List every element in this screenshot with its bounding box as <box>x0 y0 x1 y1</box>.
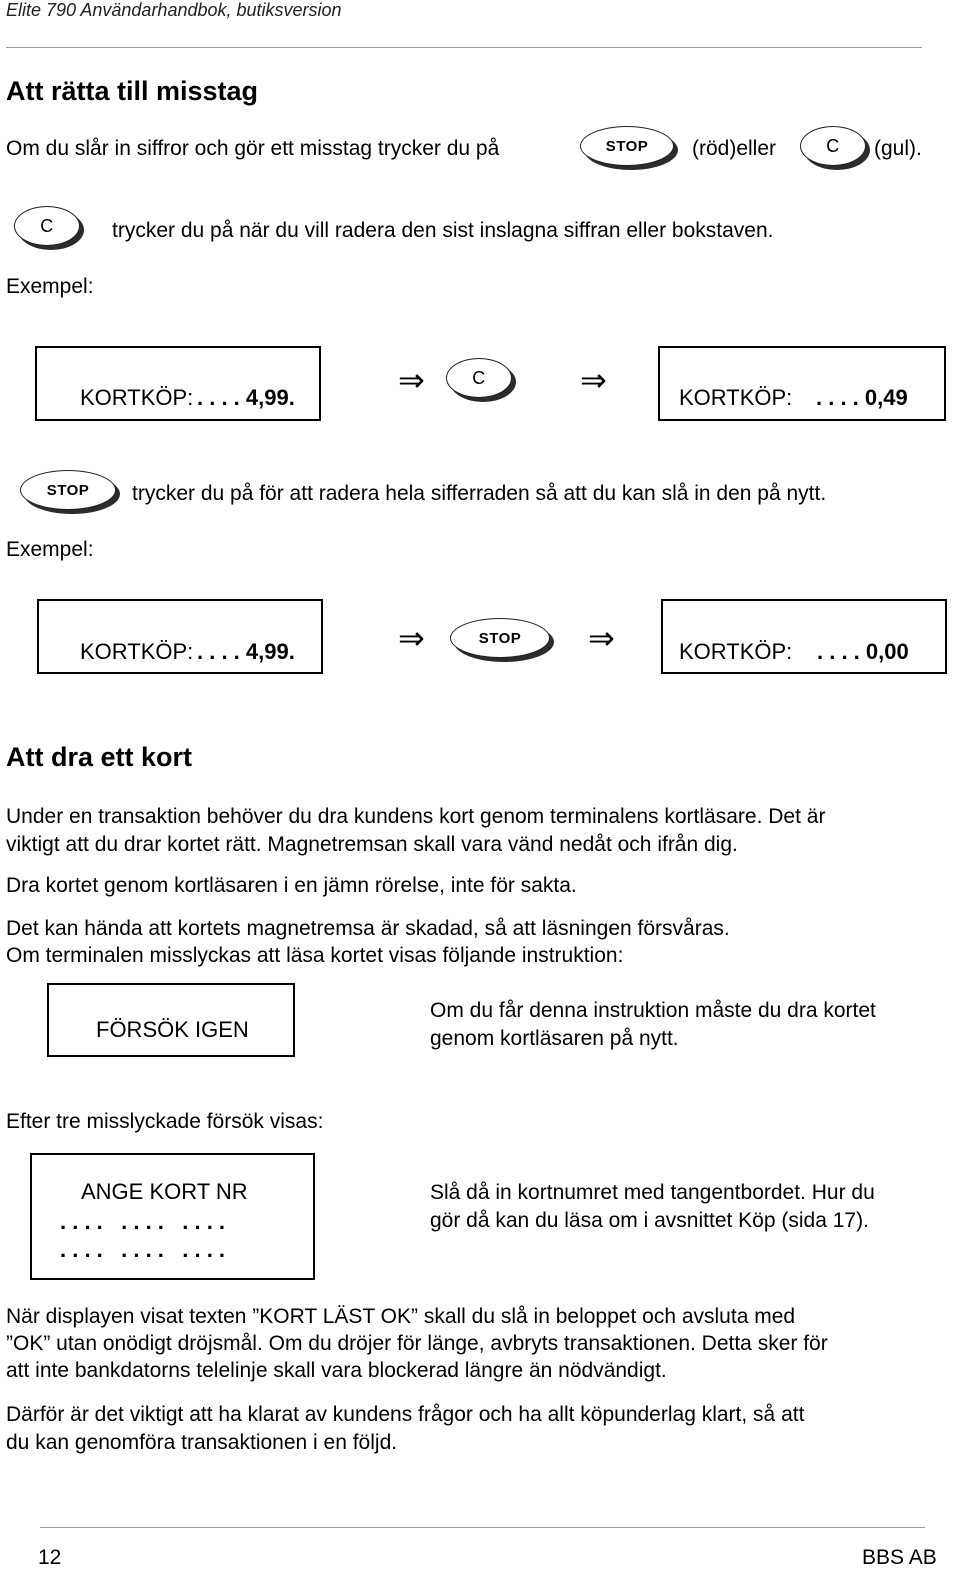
arrow-icon: ⇒ <box>588 620 615 656</box>
footer-company: BBS AB <box>862 1546 937 1569</box>
retry-note-line: genom kortläsaren på nytt. <box>430 1027 679 1050</box>
section-heading-card-swipe: Att dra ett kort <box>6 742 193 772</box>
retry-display-text: FÖRSÖK IGEN <box>96 1017 249 1042</box>
paragraph-line: att inte bankdatorns telelinje skall vara blockerad längre än nödvändigt. <box>6 1359 667 1382</box>
display-value: . . . . 0,49 <box>816 385 908 410</box>
display-value: . . . . 4,99. <box>197 639 295 664</box>
card-display-dots: . . . . . . . . . . . . <box>60 1237 226 1262</box>
example-label: Exempel: <box>6 275 94 298</box>
paragraph-line: Dra kortet genom kortläsaren i en jämn rörelse, inte för sakta. <box>6 874 577 897</box>
paragraph-line: Det kan hända att kortets magnetremsa är skadad, så att läsningen försvåras. <box>6 917 730 940</box>
c-key-icon: C <box>14 206 84 250</box>
arrow-icon: ⇒ <box>398 362 425 398</box>
card-note-line: Slå då in kortnumret med tangentbordet. Hur du <box>430 1181 875 1204</box>
display-value: . . . . 4,99. <box>197 385 295 410</box>
paragraph-line: du kan genomföra transaktionen i en följd. <box>6 1431 398 1454</box>
display-after-box <box>658 346 946 421</box>
display-label: KORTKÖP: <box>80 385 194 410</box>
retry-display-box <box>47 983 295 1057</box>
display-value: . . . . 0,00 <box>817 639 909 664</box>
display-before-box <box>35 346 321 421</box>
intro-yellow-text: (gul). <box>874 137 922 160</box>
paragraph-line: Om terminalen misslyckas att läsa kortet visas följande instruktion: <box>6 944 624 967</box>
paragraph-line: Efter tre misslyckade försök visas: <box>6 1110 324 1133</box>
card-number-display-box <box>30 1153 315 1280</box>
display-after-box <box>661 599 947 674</box>
intro-text: Om du slår in siffror och gör ett misstag trycker du på <box>6 137 500 160</box>
footer-rule <box>40 1527 925 1528</box>
c-key-icon: C <box>446 358 516 402</box>
card-display-dots: . . . . . . . . . . . . <box>60 1209 226 1234</box>
c-key-description: trycker du på när du vill radera den sist inslagna siffran eller bokstaven. <box>112 219 774 242</box>
arrow-icon: ⇒ <box>398 620 425 656</box>
intro-red-text: (röd)eller <box>692 137 777 160</box>
document-header: Elite 790 Användarhandbok, butiksversion <box>6 0 342 20</box>
stop-key-icon: STOP <box>580 126 678 170</box>
retry-note-line: Om du får denna instruktion måste du dra kortet <box>430 999 876 1022</box>
page-number: 12 <box>38 1546 62 1569</box>
header-rule <box>6 47 922 48</box>
display-label: KORTKÖP: <box>679 639 793 664</box>
stop-key-icon: STOP <box>20 470 120 514</box>
display-label: KORTKÖP: <box>80 639 194 664</box>
paragraph-line: När displayen visat texten ”KORT LÄST OK” skall du slå in beloppet och avsluta med <box>6 1305 796 1328</box>
paragraph-line: viktigt att du drar kortet rätt. Magnetremsan skall vara vänd nedåt och ifrån dig. <box>6 833 738 856</box>
display-label: KORTKÖP: <box>679 385 793 410</box>
display-before-box <box>37 599 323 674</box>
example-label: Exempel: <box>6 538 94 561</box>
card-display-title: ANGE KORT NR <box>81 1179 248 1204</box>
stop-key-icon: STOP <box>450 618 554 662</box>
section-heading-corrections: Att rätta till misstag <box>6 76 259 106</box>
paragraph-line: ”OK” utan onödigt dröjsmål. Om du dröjer för länge, avbryts transaktionen. Detta sker för <box>6 1332 828 1355</box>
paragraph-line: Under en transaktion behöver du dra kundens kort genom terminalens kortläsare. Det är <box>6 805 826 828</box>
c-key-icon: C <box>800 126 870 170</box>
card-note-line: gör då kan du läsa om i avsnittet Köp (sida 17). <box>430 1209 869 1232</box>
stop-key-description: trycker du på för att radera hela sifferraden så att du kan slå in den på nytt. <box>132 482 827 505</box>
arrow-icon: ⇒ <box>580 362 607 398</box>
paragraph-line: Därför är det viktigt att ha klarat av kundens frågor och ha allt köpunderlag klart, så att <box>6 1403 805 1426</box>
